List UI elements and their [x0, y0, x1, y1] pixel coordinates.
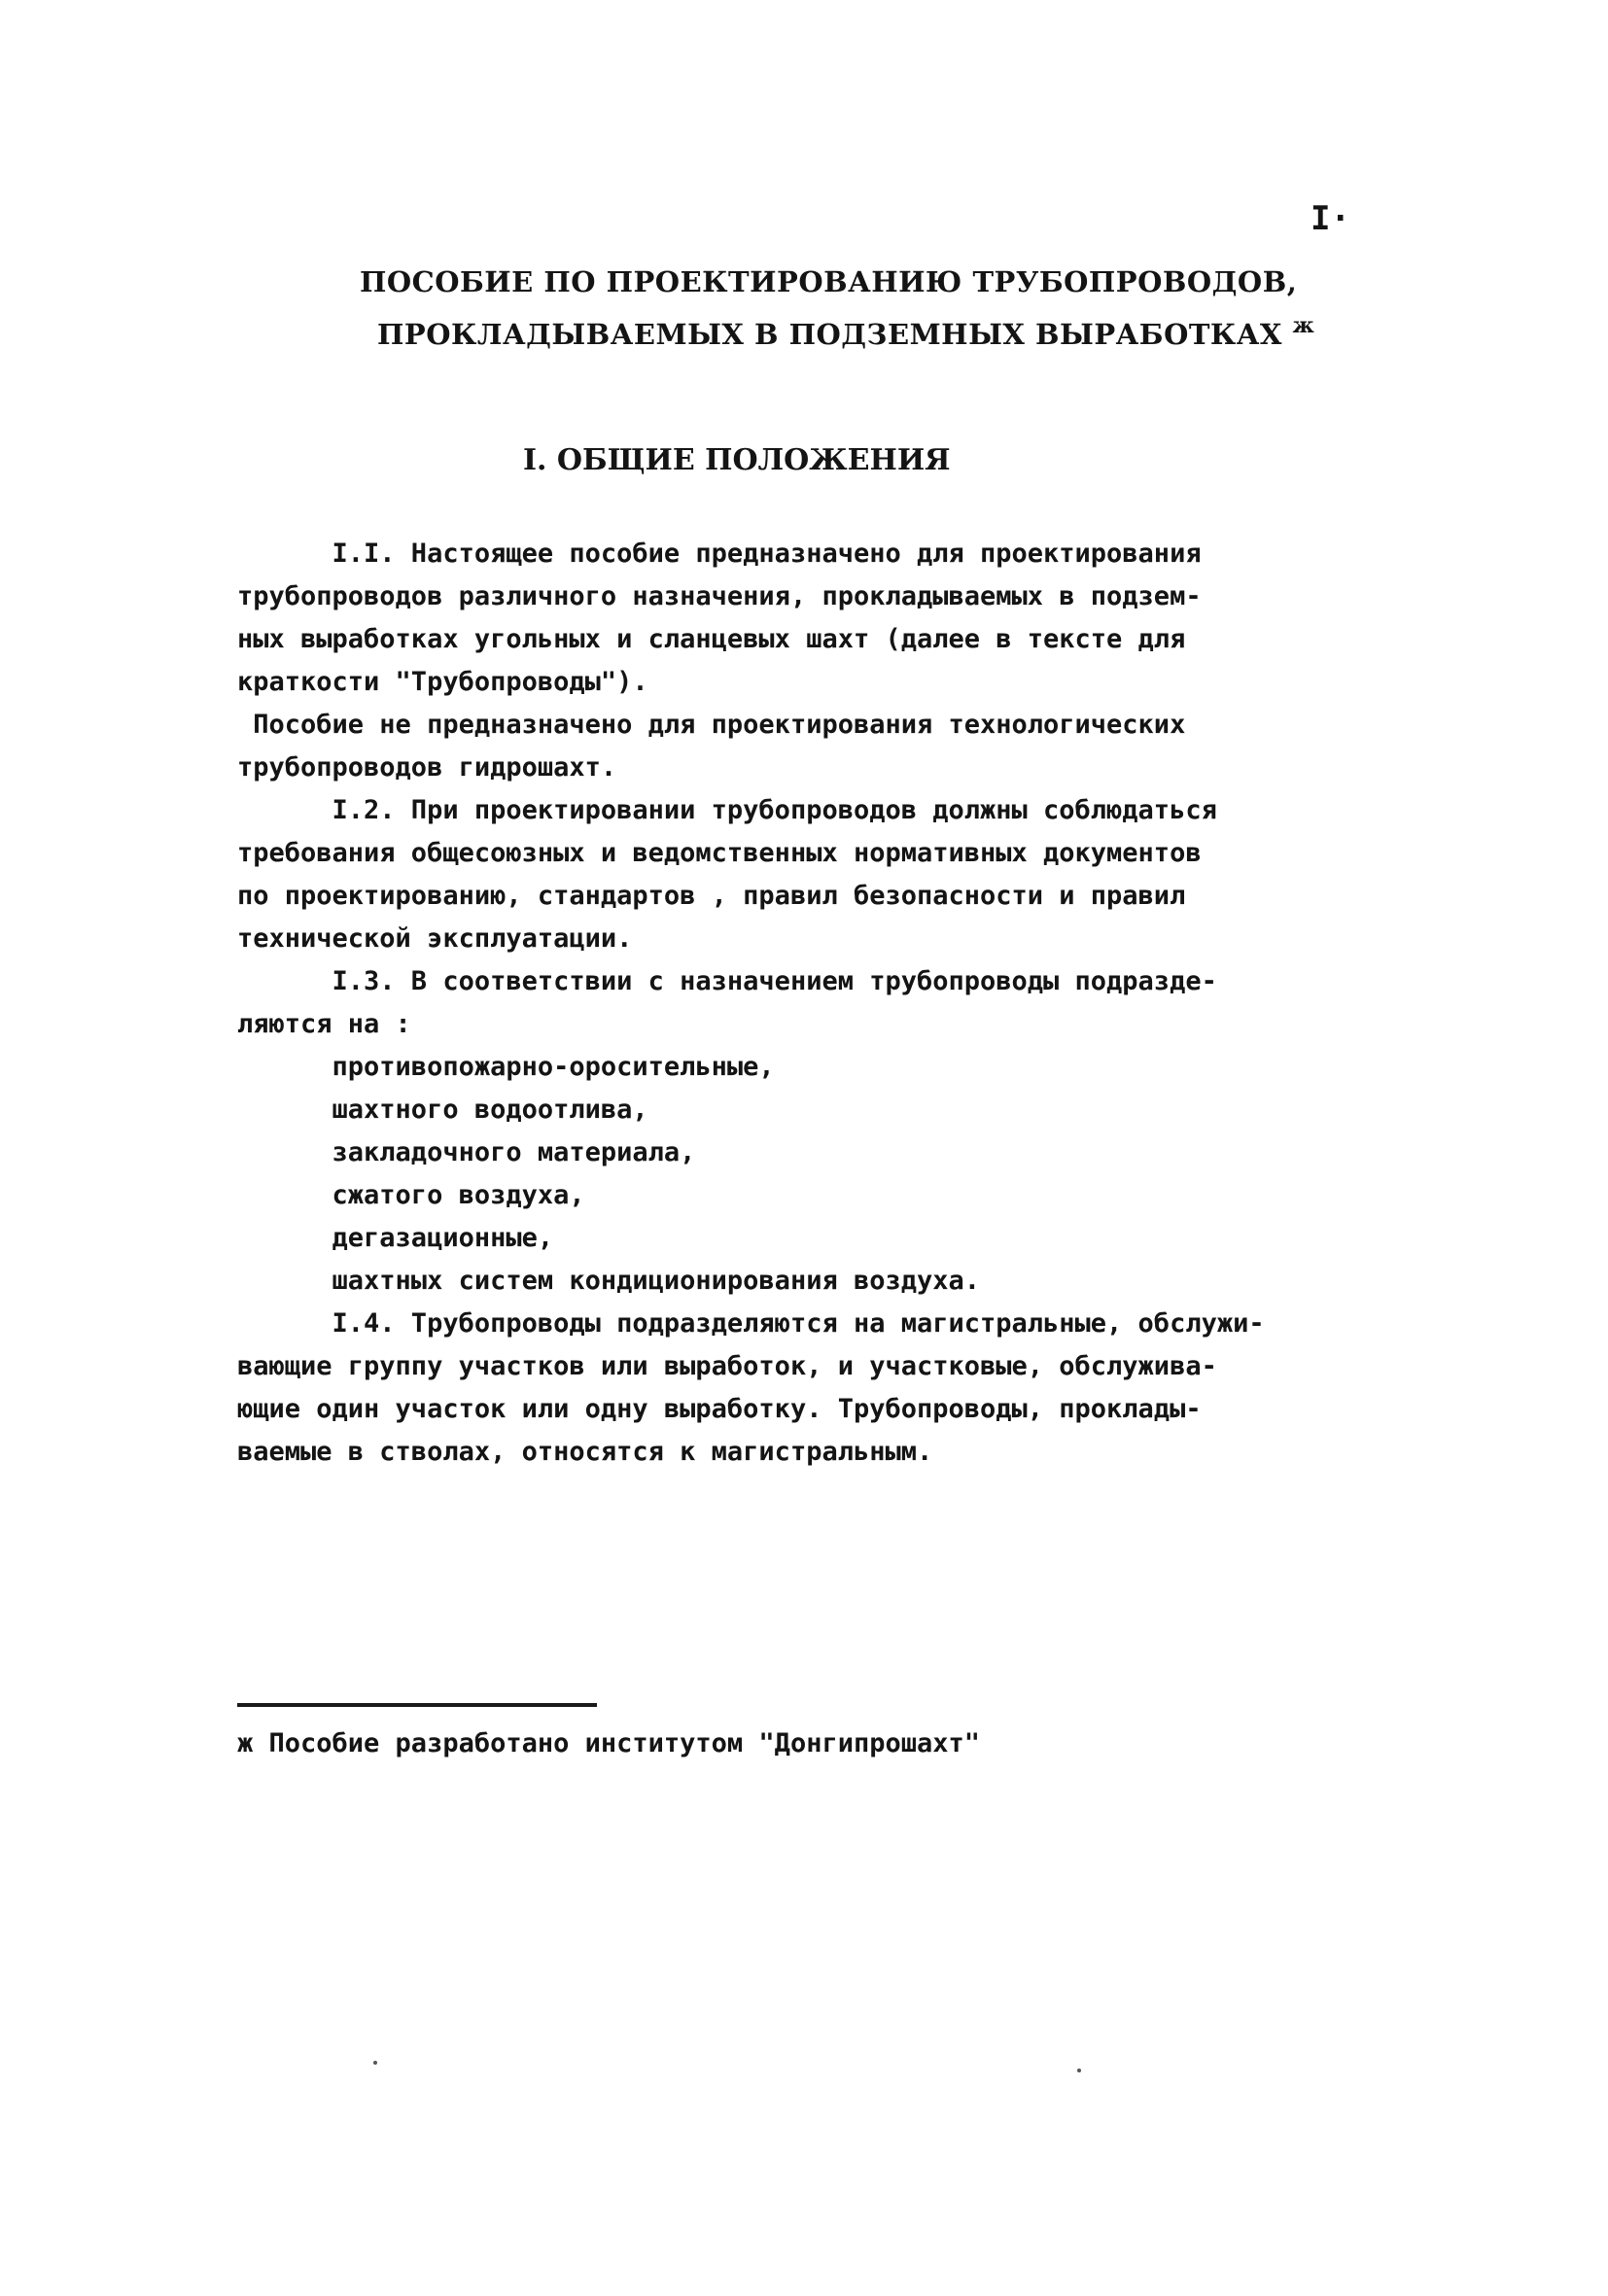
body-line: противопожарно-оросительные,: [237, 1052, 775, 1082]
body-line: ющие один участок или одну выработку. Трубопроводы, проклады-: [237, 1394, 1202, 1424]
body-line: I.4. Трубопроводы подразделяются на магистральные, обслужи-: [237, 1308, 1265, 1339]
body-text: [237, 533, 1404, 1474]
body-line: ных выработках угольных и сланцевых шахт (далее в тексте для: [237, 624, 1186, 654]
body-line: ляются на :: [237, 1009, 411, 1039]
body-line: закладочного материала,: [237, 1137, 696, 1167]
title-line-2-text: ПРОКЛАДЫВАЕМЫХ В ПОДЗЕМНЫХ ВЫРАБОТКАХ: [377, 318, 1282, 351]
body-line: трубопроводов гидрошахт.: [237, 752, 617, 783]
body-line: вающие группу участков или выработок, и участковые, обслужива-: [237, 1351, 1217, 1381]
body-line: шахтных систем кондиционирования воздуха.: [237, 1266, 981, 1296]
body-line: требования общесоюзных и ведомственных нормативных документов: [237, 838, 1202, 868]
body-line: I.2. При проектировании трубопроводов должны соблюдаться: [237, 795, 1217, 825]
section-heading: I. ОБЩИЕ ПОЛОЖЕНИЯ: [523, 443, 951, 477]
body-line: дегазационные,: [237, 1223, 554, 1253]
title-line-1: ПОСОБИЕ ПО ПРОЕКТИРОВАНИЮ ТРУБОПРОВОДОВ,: [360, 265, 1298, 298]
title-footnote-mark: ж: [1292, 313, 1315, 338]
scan-speck: [373, 2061, 377, 2065]
footnote: ж Пособие разработано институтом "Донгипрошахт": [237, 1728, 981, 1758]
footnote-divider: [237, 1703, 597, 1707]
body-line: Пособие не предназначено для проектирования технологических: [237, 710, 1186, 740]
body-line: технической эксплуатации.: [237, 923, 633, 954]
body-line: I.I. Настоящее пособие предназначено для проектирования: [237, 539, 1202, 569]
scan-speck: [1077, 2069, 1081, 2072]
body-line: шахтного водоотлива,: [237, 1095, 648, 1125]
title-line-2: [360, 304, 1314, 357]
document-title: [360, 261, 1314, 357]
body-line: по проектированию, стандартов , правил безопасности и правил: [237, 881, 1186, 911]
body-line: I.3. В соответствии с назначением трубопроводы подразде-: [237, 966, 1217, 996]
body-line: трубопроводов различного назначения, прокладываемых в подзем-: [237, 581, 1202, 611]
body-line: краткости "Трубопроводы").: [237, 667, 648, 697]
page-number: I·: [1311, 199, 1350, 238]
body-line: ваемые в стволах, относятся к магистральным.: [237, 1437, 933, 1467]
body-line: сжатого воздуха,: [237, 1180, 585, 1210]
